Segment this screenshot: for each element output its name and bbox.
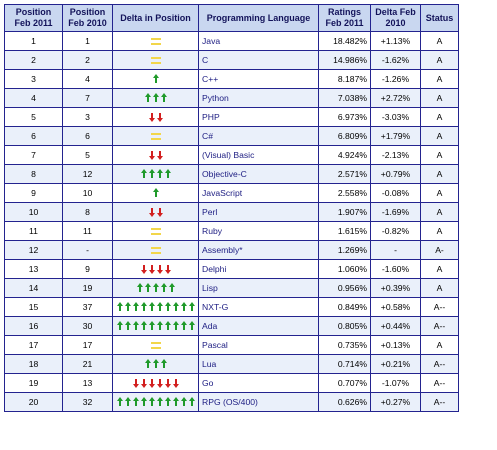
header-position-2011[interactable]: Position Feb 2011 xyxy=(5,5,63,32)
cell-ratings: 0.849% xyxy=(319,298,371,317)
green-up-arrow-icon xyxy=(153,283,159,287)
green-up-arrow-icon xyxy=(189,302,195,306)
green-up-arrow-icon xyxy=(145,93,151,97)
cell-position-2010: 19 xyxy=(63,279,113,298)
green-up-arrow-icon xyxy=(169,283,175,287)
header-delta-position[interactable]: Delta in Position xyxy=(113,5,199,32)
cell-language: Java xyxy=(199,32,319,51)
green-up-arrow-icon xyxy=(189,321,195,325)
header-position-2010[interactable]: Position Feb 2010 xyxy=(63,5,113,32)
cell-status: A xyxy=(421,203,459,222)
cell-delta-2010: +0.13% xyxy=(371,336,421,355)
cell-position-2011: 4 xyxy=(5,89,63,108)
header-ratings[interactable]: Ratings Feb 2011 xyxy=(319,5,371,32)
cell-position-2010: 13 xyxy=(63,374,113,393)
red-down-arrow-icon xyxy=(141,384,147,388)
cell-delta-position xyxy=(113,222,199,241)
cell-position-2011: 17 xyxy=(5,336,63,355)
cell-language: PHP xyxy=(199,108,319,127)
cell-status: A xyxy=(421,70,459,89)
cell-position-2011: 14 xyxy=(5,279,63,298)
red-down-arrow-icon xyxy=(157,156,163,160)
cell-status: A-- xyxy=(421,355,459,374)
cell-position-2011: 20 xyxy=(5,393,63,412)
table-row xyxy=(5,203,459,222)
cell-delta-position xyxy=(113,51,199,70)
cell-language: Ada xyxy=(199,317,319,336)
cell-language: NXT-G xyxy=(199,298,319,317)
green-up-arrow-icon xyxy=(165,321,171,325)
table-row xyxy=(5,89,459,108)
cell-language: C xyxy=(199,51,319,70)
cell-delta-position xyxy=(113,317,199,336)
cell-ratings: 7.038% xyxy=(319,89,371,108)
green-up-arrow-icon xyxy=(125,321,131,325)
cell-delta-position xyxy=(113,70,199,89)
cell-delta-2010: +0.27% xyxy=(371,393,421,412)
cell-delta-2010: +0.39% xyxy=(371,279,421,298)
table-row xyxy=(5,70,459,89)
cell-language: Delphi xyxy=(199,260,319,279)
green-up-arrow-icon xyxy=(165,397,171,401)
table-row xyxy=(5,241,459,260)
cell-delta-2010: +1.79% xyxy=(371,127,421,146)
green-up-arrow-icon xyxy=(181,302,187,306)
green-up-arrow-icon xyxy=(125,397,131,401)
table-row xyxy=(5,51,459,70)
cell-language: Lisp xyxy=(199,279,319,298)
green-up-arrow-icon xyxy=(181,397,187,401)
green-up-arrow-icon xyxy=(181,321,187,325)
cell-position-2010: 37 xyxy=(63,298,113,317)
cell-status: A xyxy=(421,32,459,51)
cell-delta-position xyxy=(113,165,199,184)
cell-position-2010: 7 xyxy=(63,89,113,108)
red-down-arrow-icon xyxy=(165,384,171,388)
cell-language: C++ xyxy=(199,70,319,89)
green-up-arrow-icon xyxy=(161,359,167,363)
cell-delta-position xyxy=(113,393,199,412)
cell-ratings: 1.269% xyxy=(319,241,371,260)
cell-delta-position xyxy=(113,203,199,222)
cell-position-2011: 9 xyxy=(5,184,63,203)
cell-ratings: 1.907% xyxy=(319,203,371,222)
cell-delta-2010: - xyxy=(371,241,421,260)
red-down-arrow-icon xyxy=(149,118,155,122)
green-up-arrow-icon xyxy=(153,188,159,192)
cell-status: A xyxy=(421,108,459,127)
red-down-arrow-icon xyxy=(149,384,155,388)
cell-language: Assembly* xyxy=(199,241,319,260)
cell-language: Ruby xyxy=(199,222,319,241)
green-up-arrow-icon xyxy=(117,321,123,325)
green-up-arrow-icon xyxy=(137,283,143,287)
cell-position-2011: 13 xyxy=(5,260,63,279)
cell-language: Objective-C xyxy=(199,165,319,184)
cell-delta-position xyxy=(113,127,199,146)
cell-position-2010: 10 xyxy=(63,184,113,203)
cell-delta-position xyxy=(113,279,199,298)
cell-language: C# xyxy=(199,127,319,146)
cell-status: A-- xyxy=(421,317,459,336)
table-row xyxy=(5,374,459,393)
green-up-arrow-icon xyxy=(149,169,155,173)
cell-language: Pascal xyxy=(199,336,319,355)
cell-position-2011: 8 xyxy=(5,165,63,184)
cell-delta-2010: -1.60% xyxy=(371,260,421,279)
header-status[interactable]: Status xyxy=(421,5,459,32)
cell-delta-2010: +0.21% xyxy=(371,355,421,374)
green-up-arrow-icon xyxy=(161,283,167,287)
green-up-arrow-icon xyxy=(173,302,179,306)
language-ranking-table xyxy=(4,4,459,412)
red-down-arrow-icon xyxy=(149,156,155,160)
green-up-arrow-icon xyxy=(189,397,195,401)
cell-position-2011: 3 xyxy=(5,70,63,89)
cell-delta-position xyxy=(113,355,199,374)
cell-ratings: 2.571% xyxy=(319,165,371,184)
green-up-arrow-icon xyxy=(161,93,167,97)
cell-position-2010: 12 xyxy=(63,165,113,184)
table-row xyxy=(5,336,459,355)
cell-ratings: 4.924% xyxy=(319,146,371,165)
cell-ratings: 0.735% xyxy=(319,336,371,355)
cell-position-2010: 5 xyxy=(63,146,113,165)
equal-sign-icon xyxy=(151,228,161,235)
cell-delta-position xyxy=(113,260,199,279)
red-down-arrow-icon xyxy=(133,384,139,388)
cell-language: Lua xyxy=(199,355,319,374)
table-row xyxy=(5,355,459,374)
red-down-arrow-icon xyxy=(173,384,179,388)
cell-position-2011: 16 xyxy=(5,317,63,336)
cell-ratings: 0.956% xyxy=(319,279,371,298)
cell-language: (Visual) Basic xyxy=(199,146,319,165)
cell-status: A xyxy=(421,146,459,165)
red-down-arrow-icon xyxy=(157,270,163,274)
header-delta[interactable]: Delta Feb 2010 xyxy=(371,5,421,32)
green-up-arrow-icon xyxy=(157,302,163,306)
cell-status: A- xyxy=(421,241,459,260)
green-up-arrow-icon xyxy=(145,283,151,287)
cell-status: A xyxy=(421,279,459,298)
red-down-arrow-icon xyxy=(157,118,163,122)
cell-delta-position xyxy=(113,298,199,317)
cell-delta-position xyxy=(113,32,199,51)
cell-ratings: 1.615% xyxy=(319,222,371,241)
table-row xyxy=(5,317,459,336)
cell-status: A xyxy=(421,51,459,70)
cell-position-2010: - xyxy=(63,241,113,260)
cell-position-2011: 18 xyxy=(5,355,63,374)
cell-position-2011: 2 xyxy=(5,51,63,70)
green-up-arrow-icon xyxy=(145,359,151,363)
cell-position-2011: 7 xyxy=(5,146,63,165)
cell-position-2010: 3 xyxy=(63,108,113,127)
cell-ratings: 8.187% xyxy=(319,70,371,89)
table-row xyxy=(5,393,459,412)
cell-position-2010: 1 xyxy=(63,32,113,51)
green-up-arrow-icon xyxy=(173,397,179,401)
table-header-row xyxy=(5,5,459,32)
table-row xyxy=(5,146,459,165)
cell-delta-2010: -3.03% xyxy=(371,108,421,127)
table-row xyxy=(5,108,459,127)
cell-ratings: 0.707% xyxy=(319,374,371,393)
cell-position-2011: 19 xyxy=(5,374,63,393)
equal-sign-icon xyxy=(151,38,161,45)
cell-status: A xyxy=(421,89,459,108)
table-row xyxy=(5,222,459,241)
cell-status: A-- xyxy=(421,393,459,412)
cell-delta-2010: -1.26% xyxy=(371,70,421,89)
cell-language: Go xyxy=(199,374,319,393)
table-row xyxy=(5,184,459,203)
green-up-arrow-icon xyxy=(133,321,139,325)
cell-delta-position xyxy=(113,241,199,260)
cell-ratings: 1.060% xyxy=(319,260,371,279)
cell-ratings: 0.714% xyxy=(319,355,371,374)
green-up-arrow-icon xyxy=(165,169,171,173)
green-up-arrow-icon xyxy=(141,321,147,325)
header-language[interactable]: Programming Language xyxy=(199,5,319,32)
green-up-arrow-icon xyxy=(153,74,159,78)
cell-position-2010: 17 xyxy=(63,336,113,355)
cell-position-2010: 6 xyxy=(63,127,113,146)
cell-position-2010: 2 xyxy=(63,51,113,70)
cell-ratings: 2.558% xyxy=(319,184,371,203)
cell-delta-2010: -2.13% xyxy=(371,146,421,165)
cell-language: RPG (OS/400) xyxy=(199,393,319,412)
table-row xyxy=(5,260,459,279)
red-down-arrow-icon xyxy=(149,270,155,274)
cell-delta-2010: +0.79% xyxy=(371,165,421,184)
cell-position-2011: 5 xyxy=(5,108,63,127)
green-up-arrow-icon xyxy=(141,302,147,306)
cell-ratings: 18.482% xyxy=(319,32,371,51)
cell-delta-2010: +0.58% xyxy=(371,298,421,317)
green-up-arrow-icon xyxy=(149,397,155,401)
cell-position-2010: 8 xyxy=(63,203,113,222)
table-row xyxy=(5,279,459,298)
green-up-arrow-icon xyxy=(157,397,163,401)
cell-delta-position xyxy=(113,146,199,165)
cell-position-2011: 11 xyxy=(5,222,63,241)
cell-ratings: 6.973% xyxy=(319,108,371,127)
cell-delta-2010: +1.13% xyxy=(371,32,421,51)
cell-delta-2010: -0.82% xyxy=(371,222,421,241)
cell-delta-position xyxy=(113,336,199,355)
cell-position-2011: 1 xyxy=(5,32,63,51)
table-row xyxy=(5,32,459,51)
green-up-arrow-icon xyxy=(173,321,179,325)
green-up-arrow-icon xyxy=(165,302,171,306)
green-up-arrow-icon xyxy=(153,93,159,97)
green-up-arrow-icon xyxy=(157,169,163,173)
cell-status: A xyxy=(421,184,459,203)
cell-status: A-- xyxy=(421,298,459,317)
cell-delta-2010: -1.69% xyxy=(371,203,421,222)
green-up-arrow-icon xyxy=(141,397,147,401)
table-row xyxy=(5,127,459,146)
cell-position-2010: 21 xyxy=(63,355,113,374)
green-up-arrow-icon xyxy=(125,302,131,306)
cell-position-2011: 10 xyxy=(5,203,63,222)
red-down-arrow-icon xyxy=(149,213,155,217)
green-up-arrow-icon xyxy=(153,359,159,363)
red-down-arrow-icon xyxy=(157,384,163,388)
green-up-arrow-icon xyxy=(117,302,123,306)
green-up-arrow-icon xyxy=(141,169,147,173)
cell-status: A xyxy=(421,336,459,355)
cell-ratings: 0.626% xyxy=(319,393,371,412)
cell-position-2010: 30 xyxy=(63,317,113,336)
cell-delta-2010: -1.07% xyxy=(371,374,421,393)
green-up-arrow-icon xyxy=(133,302,139,306)
cell-delta-2010: -1.62% xyxy=(371,51,421,70)
cell-position-2010: 11 xyxy=(63,222,113,241)
cell-language: JavaScript xyxy=(199,184,319,203)
equal-sign-icon xyxy=(151,57,161,64)
cell-position-2011: 6 xyxy=(5,127,63,146)
table-row xyxy=(5,165,459,184)
green-up-arrow-icon xyxy=(117,397,123,401)
green-up-arrow-icon xyxy=(149,321,155,325)
cell-position-2010: 32 xyxy=(63,393,113,412)
equal-sign-icon xyxy=(151,342,161,349)
cell-delta-2010: +0.44% xyxy=(371,317,421,336)
cell-language: Python xyxy=(199,89,319,108)
cell-delta-position xyxy=(113,184,199,203)
cell-delta-position xyxy=(113,108,199,127)
table-body xyxy=(5,32,459,412)
equal-sign-icon xyxy=(151,133,161,140)
cell-position-2010: 4 xyxy=(63,70,113,89)
red-down-arrow-icon xyxy=(141,270,147,274)
cell-status: A xyxy=(421,222,459,241)
cell-delta-2010: -0.08% xyxy=(371,184,421,203)
cell-delta-position xyxy=(113,89,199,108)
cell-ratings: 0.805% xyxy=(319,317,371,336)
cell-status: A xyxy=(421,127,459,146)
cell-position-2011: 15 xyxy=(5,298,63,317)
green-up-arrow-icon xyxy=(157,321,163,325)
cell-ratings: 6.809% xyxy=(319,127,371,146)
cell-position-2010: 9 xyxy=(63,260,113,279)
table-row xyxy=(5,298,459,317)
cell-status: A xyxy=(421,260,459,279)
green-up-arrow-icon xyxy=(149,302,155,306)
cell-delta-2010: +2.72% xyxy=(371,89,421,108)
green-up-arrow-icon xyxy=(133,397,139,401)
red-down-arrow-icon xyxy=(165,270,171,274)
cell-status: A-- xyxy=(421,374,459,393)
cell-language: Perl xyxy=(199,203,319,222)
cell-position-2011: 12 xyxy=(5,241,63,260)
equal-sign-icon xyxy=(151,247,161,254)
cell-delta-position xyxy=(113,374,199,393)
red-down-arrow-icon xyxy=(157,213,163,217)
cell-status: A xyxy=(421,165,459,184)
cell-ratings: 14.986% xyxy=(319,51,371,70)
